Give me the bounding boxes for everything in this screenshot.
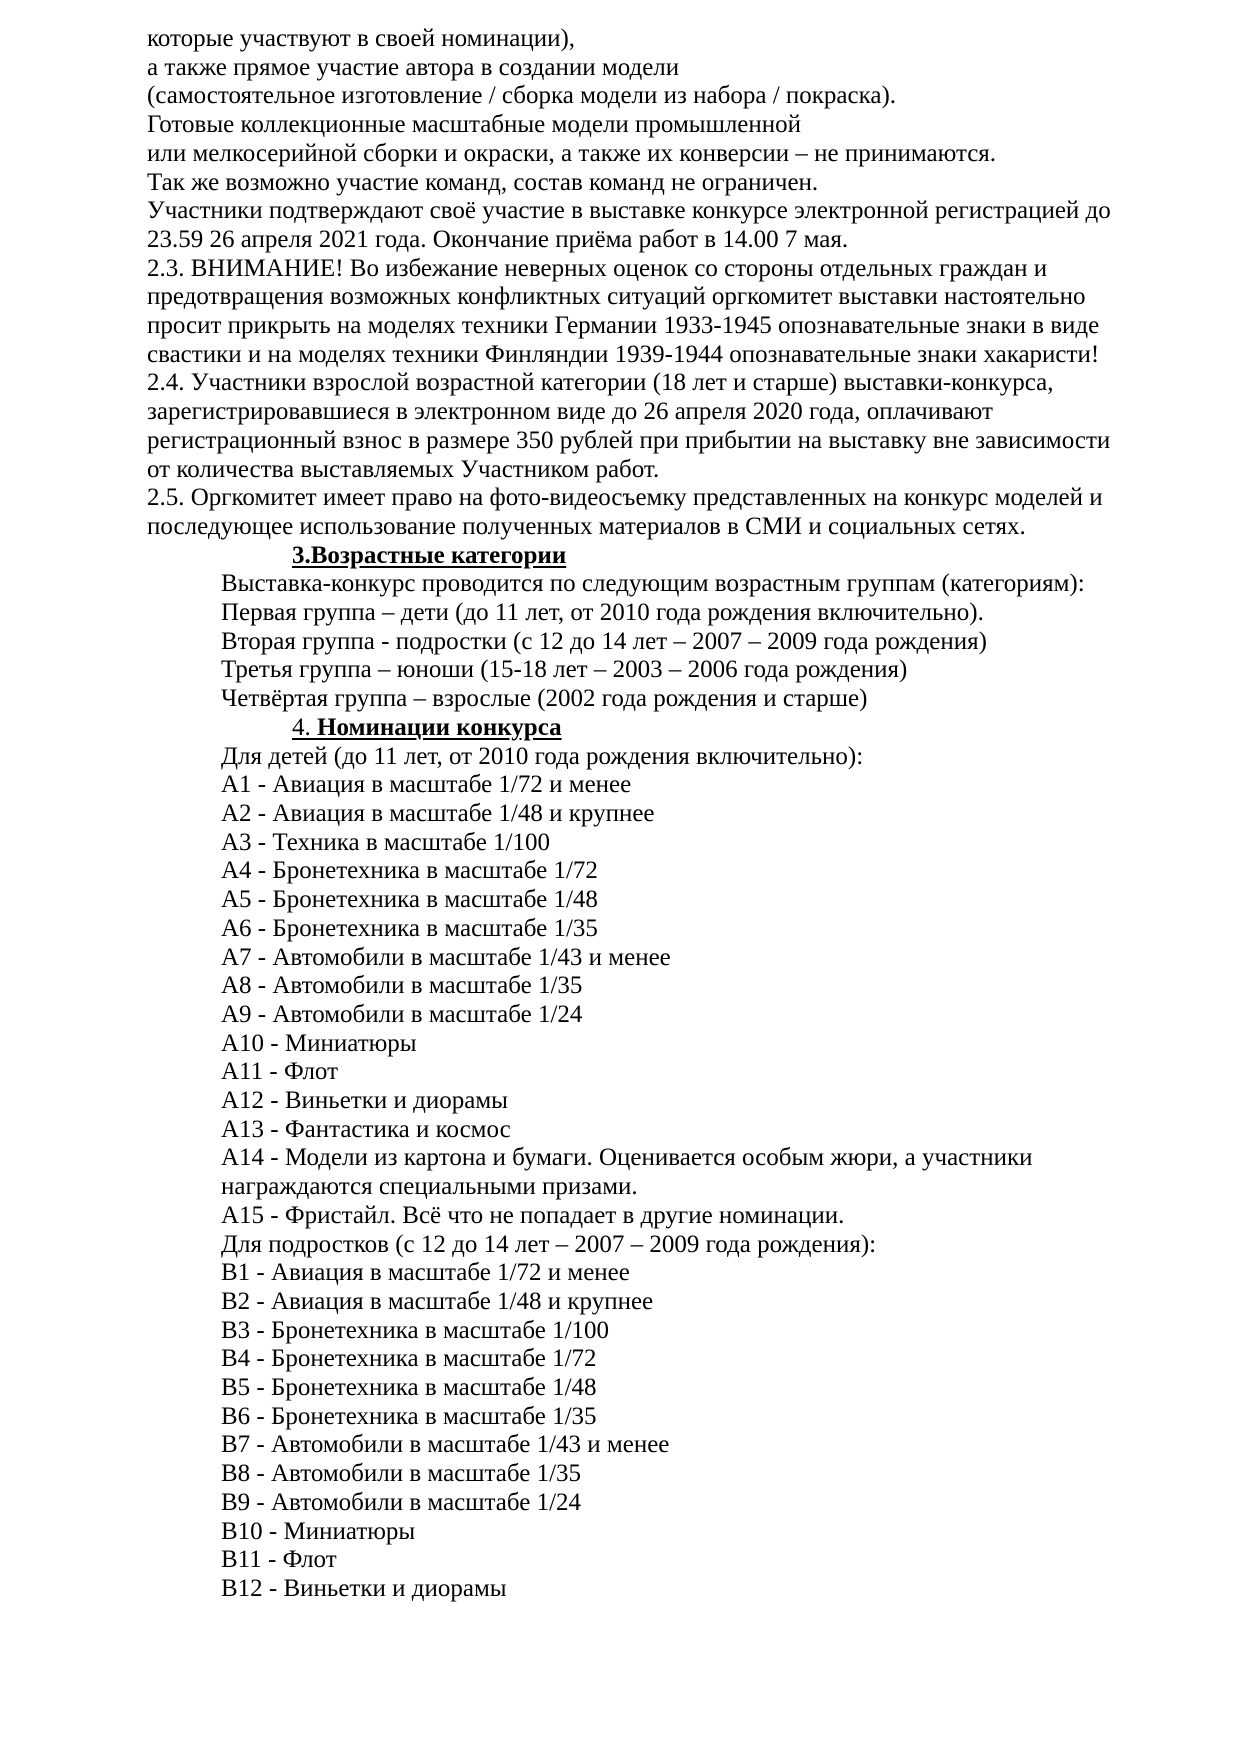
text-line: А1 - Авиация в масштабе 1/72 и менее <box>221 771 632 799</box>
text-line: регистрационный взнос в размере 350 рублей при прибытии на выставку вне зависимости <box>147 426 1111 454</box>
text-line: В2 - Авиация в масштабе 1/48 и крупнее <box>221 1287 654 1315</box>
text-line: 2.3. ВНИМАНИЕ! Во избежание неверных оценок со стороны отдельных граждан и <box>147 254 1048 282</box>
document-lines <box>147 25 1221 1604</box>
text-line: просит прикрыть на моделях техники Германии 1933-1945 опознавательные знаки в виде <box>147 312 1100 340</box>
text-line: Первая группа – дети (до 11 лет, от 2010 года рождения включительно). <box>221 599 984 627</box>
text-line: Вторая группа - подростки (с 12 до 14 лет – 2007 – 2009 года рождения) <box>221 627 987 655</box>
text-line: А3 - Техника в масштабе 1/100 <box>221 828 550 856</box>
text-line: А5 - Бронетехника в масштабе 1/48 <box>221 886 598 914</box>
text-line: В7 - Автомобили в масштабе 1/43 и менее <box>221 1431 670 1459</box>
text-line: А14 - Модели из картона и бумаги. Оценивается особым жюри, а участники <box>221 1144 1033 1172</box>
text-line: которые участвуют в своей номинации), <box>147 25 576 52</box>
text-line: Выставка-конкурс проводится по следующим возрастным группам (категориям): <box>221 570 1085 598</box>
text-line: А10 - Миниатюры <box>221 1029 417 1057</box>
text-line: 2.4. Участники взрослой возрастной категории (18 лет и старше) выставки-конкурса, <box>147 369 1054 397</box>
text-line: 23.59 26 апреля 2021 года. Окончание приёма работ в 14.00 7 мая. <box>147 225 849 253</box>
section-heading <box>147 542 1221 571</box>
text-line: Для подростков (с 12 до 14 лет – 2007 – 2009 года рождения): <box>221 1230 877 1258</box>
text-line: Участники подтверждают своё участие в выставке конкурсе электронной регистрацией до <box>147 197 1111 225</box>
text-line: а также прямое участие автора в создании модели <box>147 53 680 81</box>
text-line: А6 - Бронетехника в масштабе 1/35 <box>221 914 598 942</box>
text-line: А13 - Фантастика и космос <box>221 1115 511 1143</box>
text-line: А11 - Флот <box>221 1058 339 1086</box>
text-line: В1 - Авиация в масштабе 1/72 и менее <box>221 1259 630 1287</box>
text-line: В11 - Флот <box>221 1546 337 1574</box>
heading-label: Номинации конкурса <box>317 713 562 741</box>
text-line: В10 - Миниатюры <box>221 1517 416 1545</box>
text-line: 2.5. Оргкомитет имеет право на фото-видеосъемку представленных на конкурс моделей и <box>147 484 1103 512</box>
text-line: В3 - Бронетехника в масштабе 1/100 <box>221 1316 610 1344</box>
text-line: В9 - Автомобили в масштабе 1/24 <box>221 1488 582 1516</box>
text-line: последующее использование полученных материалов в СМИ и социальных сетях. <box>147 512 1026 540</box>
heading-label: 3.Возрастные категории <box>292 541 567 569</box>
text-line: зарегистрировавшиеся в электронном виде до 26 апреля 2020 года, оплачивают <box>147 398 993 426</box>
text-line: от количества выставляемых Участником работ. <box>147 455 660 483</box>
text-line: Четвёртая группа – взрослые (2002 года рождения и старше) <box>221 685 868 713</box>
text-line: В5 - Бронетехника в масштабе 1/48 <box>221 1374 597 1402</box>
text-line: А7 - Автомобили в масштабе 1/43 и менее <box>221 943 671 971</box>
text-line: награждаются специальными призами. <box>221 1173 638 1201</box>
text-line: или мелкосерийной сборки и окраски, а также их конверсии – не принимаются. <box>147 139 997 167</box>
text-line: А15 - Фристайл. Всё что не попадает в другие номинации. <box>221 1201 845 1229</box>
text-line: Готовые коллекционные масштабные модели промышленной <box>147 111 802 139</box>
section-heading-text <box>292 714 562 741</box>
text-line: А9 - Автомобили в масштабе 1/24 <box>221 1000 583 1028</box>
text-line: В6 - Бронетехника в масштабе 1/35 <box>221 1402 597 1430</box>
text-line: свастики и на моделях техники Финляндии 1939-1944 опознавательные знаки хакаристи! <box>147 340 1100 368</box>
text-line: В4 - Бронетехника в масштабе 1/72 <box>221 1345 597 1373</box>
text-line: А4 - Бронетехника в масштабе 1/72 <box>221 857 598 885</box>
text-line: (самостоятельное изготовление / сборка модели из набора / покраска). <box>147 82 897 110</box>
text-line: предотвращения возможных конфликтных ситуаций оргкомитет выставки настоятельно <box>147 283 1086 311</box>
heading-number: 4. <box>292 713 317 741</box>
section-heading-text <box>292 542 566 569</box>
text-line: Для детей (до 11 лет, от 2010 года рождения включительно): <box>221 742 864 770</box>
text-line: В8 - Автомобили в масштабе 1/35 <box>221 1460 582 1488</box>
text-line: Так же возможно участие команд, состав команд не ограничен. <box>147 168 819 196</box>
text-line: А2 - Авиация в масштабе 1/48 и крупнее <box>221 799 655 827</box>
text-line: А8 - Автомобили в масштабе 1/35 <box>221 972 583 1000</box>
text-line: В12 - Виньетки и диорамы <box>221 1574 507 1602</box>
section-heading <box>147 714 1221 743</box>
text-line: А12 - Виньетки и диорамы <box>221 1087 508 1115</box>
text-line: Третья группа – юноши (15-18 лет – 2003 – 2006 года рождения) <box>221 656 908 684</box>
